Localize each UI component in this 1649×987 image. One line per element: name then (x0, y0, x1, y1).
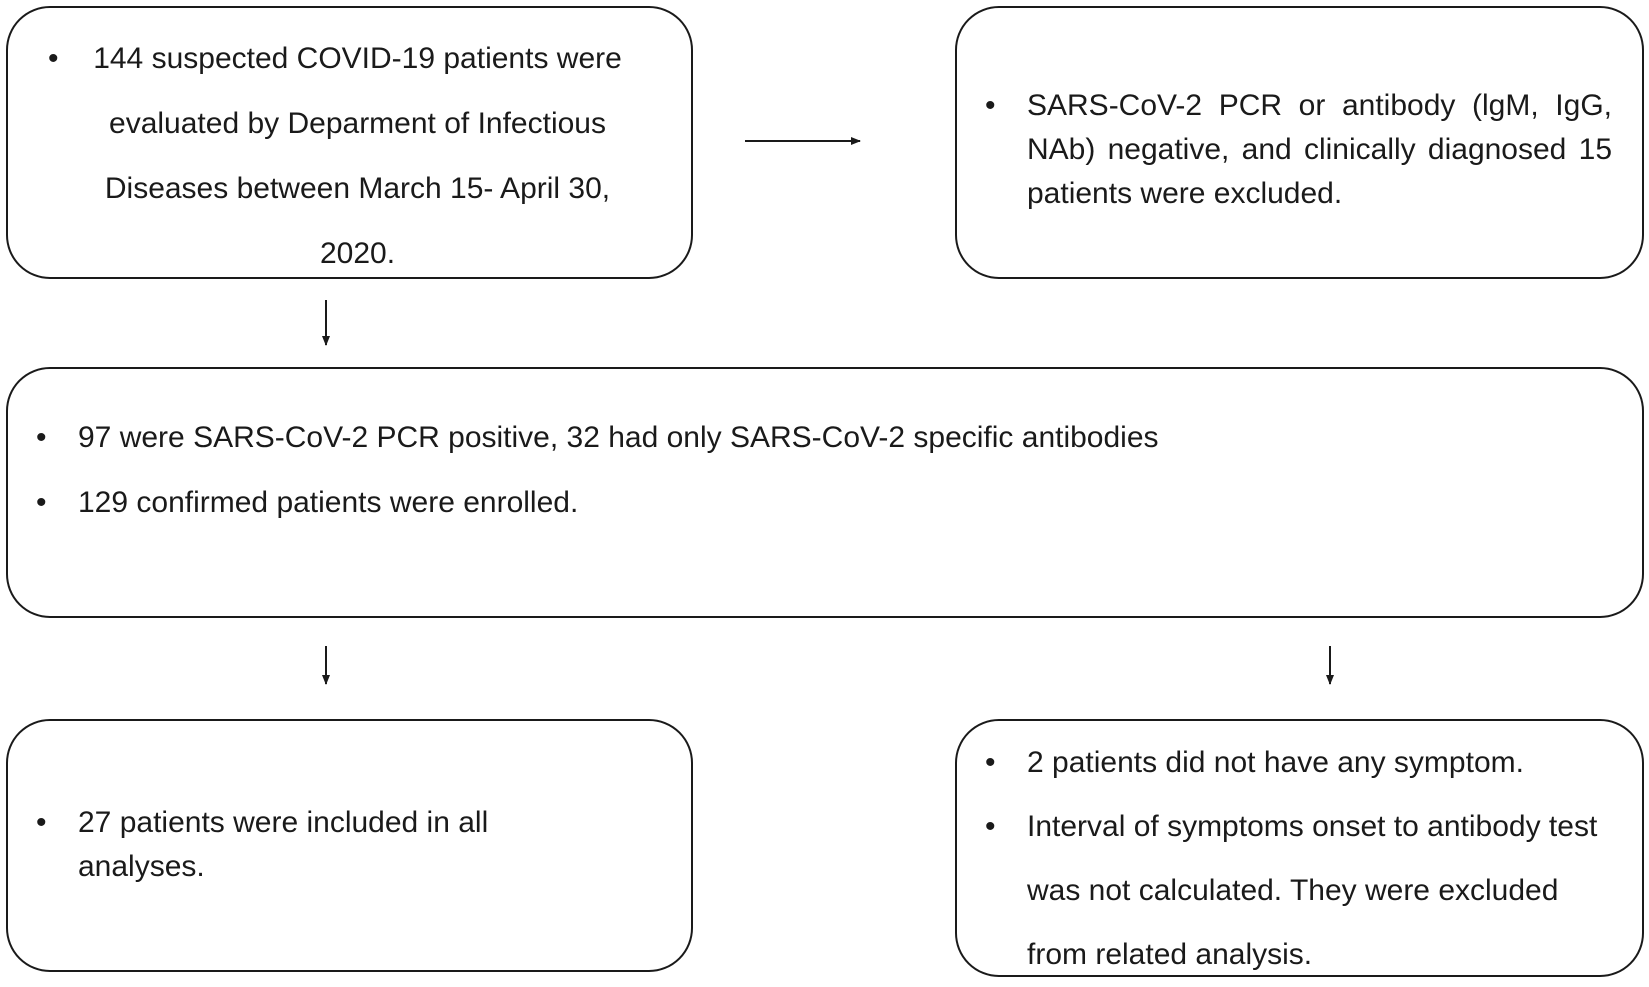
list-item (957, 8, 1642, 216)
confirmed-patients-box (6, 367, 1644, 618)
list-item (8, 470, 1642, 535)
bullet-icon: • (48, 42, 59, 75)
list-item (957, 795, 1642, 987)
excluded-patients-box (955, 6, 1644, 279)
included-text: 27 patients were included in all analyses. (78, 806, 489, 883)
bullet-icon: • (36, 806, 47, 839)
bullet-icon: • (36, 486, 47, 519)
bullet-icon: • (985, 89, 996, 122)
suspected-patients-box (6, 6, 693, 279)
enrolled-text: 129 confirmed patients were enrolled. (78, 486, 579, 519)
included-patients-box (6, 719, 693, 972)
bullet-icon: • (36, 421, 47, 454)
interval-excluded-text: Interval of symptoms onset to antibody test was not calculated. They were excluded from related analysis. (1027, 810, 1598, 971)
bullet-icon: • (985, 810, 996, 843)
excluded-patients-text: SARS-CoV-2 PCR or antibody (lgM, IgG, NAb) negative, and clinically diagnosed 15 patients were excluded. (1027, 89, 1612, 210)
list-item (8, 405, 1642, 470)
list-item (8, 801, 691, 889)
no-symptom-text: 2 patients did not have any symptom. (1027, 746, 1524, 779)
positive-counts-text: 97 were SARS-CoV-2 PCR positive, 32 had only SARS-CoV-2 specific antibodies (78, 421, 1159, 454)
suspected-patients-text: 144 suspected COVID-19 patients were evaluated by Deparment of Infectious Diseases between March 15- April 30, 2020. (93, 42, 622, 270)
asymptomatic-patients-box (955, 719, 1644, 977)
bullet-icon: • (985, 746, 996, 779)
list-item (957, 731, 1642, 795)
list-item (8, 8, 691, 286)
